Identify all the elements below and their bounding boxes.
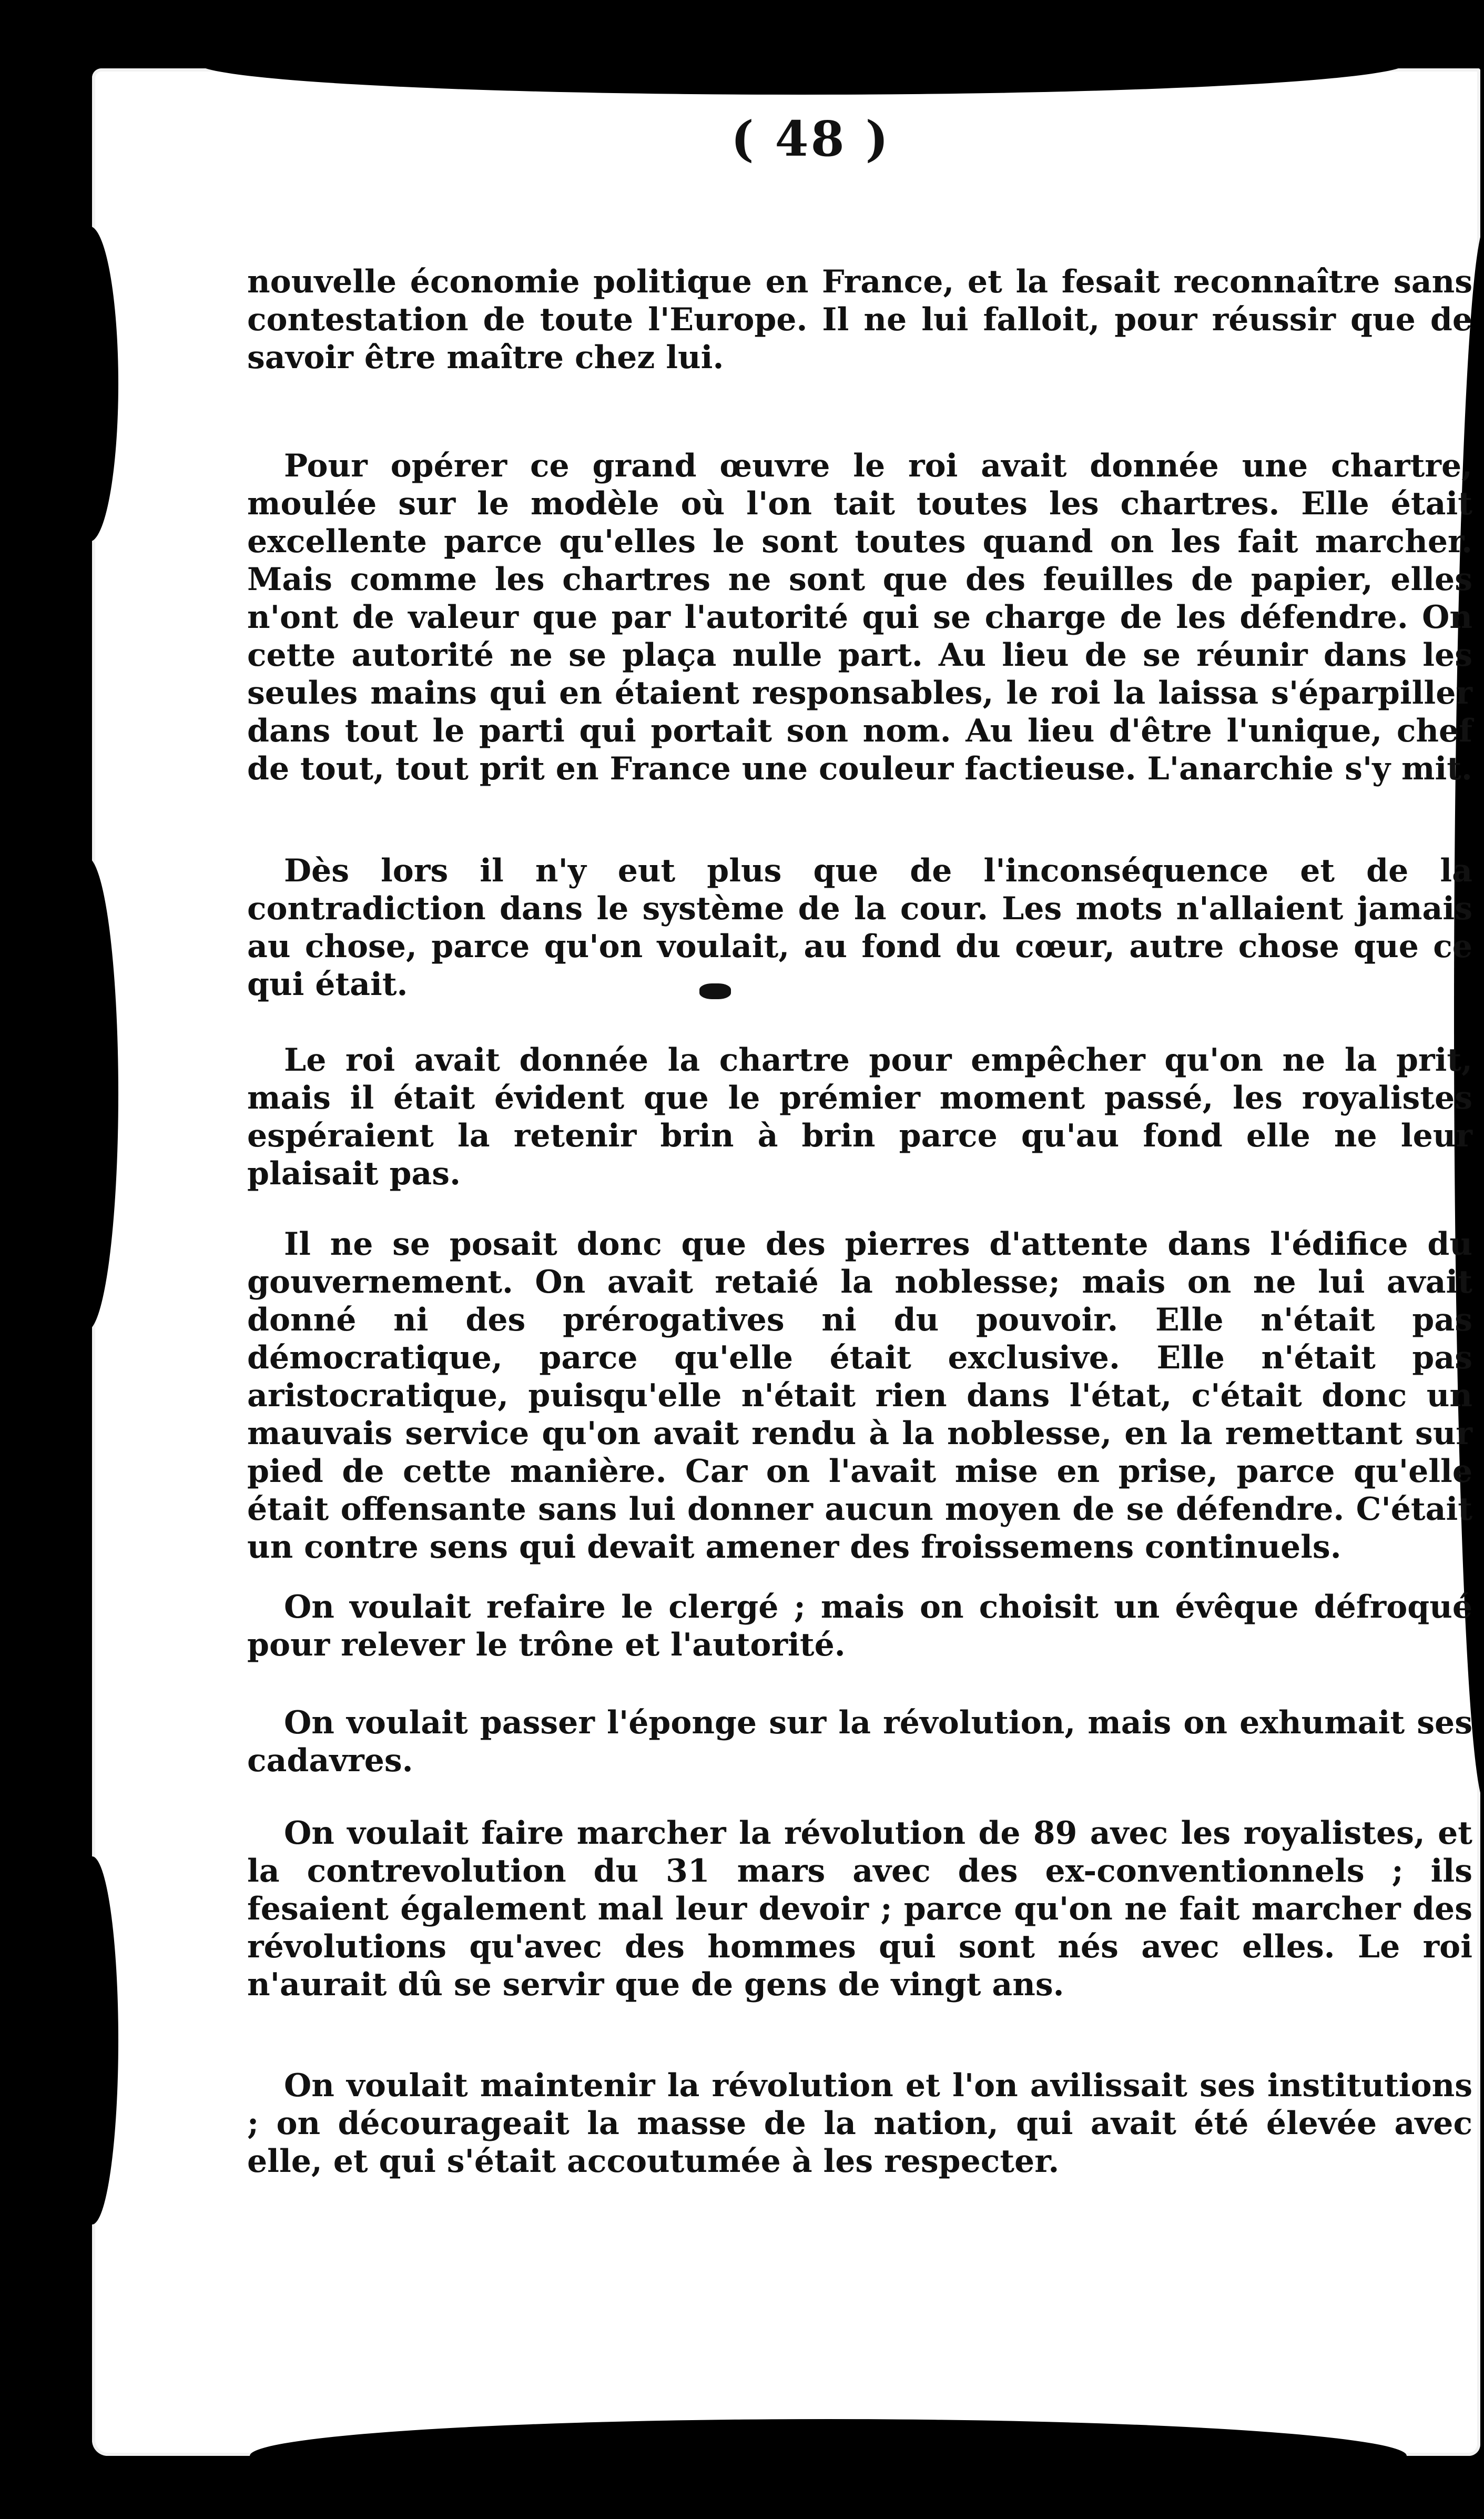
paragraph-text: Il ne se posait donc que des pierres d'attente dans l'édifice du gouvernement. On avait retaié la noblesse; mais on ne lui avait donné ni des prérogatives ni du pouvoir. Elle n'était pas démocratique, parce qu'elle était exclusive. Elle n'était pas aristocratique, puisqu'elle n'était rien dans l'état, c'était donc un mauvais service qu'on avait rendu à la noblesse, en la remettant sur pied de cette manière. Car on l'avait mise en prise, parce qu'elle était offensante sans lui donner aucun moyen de se défendre. C'était un contre sens qui devait amener des froissemens continuels. <box>247 1226 1472 1566</box>
paragraph-text: Pour opérer ce grand œuvre le roi avait donnée une chartre, moulée sur le modèle où l'on tait toutes les chartres. Elle était excellente parce qu'elles le sont toutes quand on les fait marcher. Mais comme les chartres ne sont que des feuilles de papier, elles n'ont de valeur que par l'autorité qui se charge de les défendre. On cette autorité ne se plaça nulle part. Au lieu de se réunir dans les seules mains qui en étaient responsables, le roi la laissa s'éparpiller dans tout le parti qui portait son nom. Au lieu d'être l'unique, chef de tout, tout prit en France une couleur factieuse. L'anarchie s'y mit. <box>247 448 1472 787</box>
paragraph-text: Le roi avait donnée la chartre pour empêcher qu'on ne la prit, mais il était évident que le prémier moment passé, les royalistes espéraient la retenir brin à brin parce qu'au fond elle ne leur plaisait pas. <box>247 1042 1472 1192</box>
paragraph <box>247 2067 1472 2180</box>
paragraph <box>247 1041 1472 1193</box>
paragraph-text: On voulait refaire le clergé ; mais on choisit un évêque défroqué pour relever le trône et l'autorité. <box>247 1589 1472 1663</box>
page-edge-decoration <box>250 2419 1407 2456</box>
paragraph <box>247 263 1472 377</box>
paragraph <box>247 1704 1472 1780</box>
paragraph <box>247 447 1472 788</box>
page-edge-decoration <box>197 68 1407 95</box>
paragraph <box>247 1225 1472 1566</box>
paragraph <box>247 1588 1472 1664</box>
page-edge-decoration <box>92 1856 118 2225</box>
page-edge-decoration <box>92 857 118 1330</box>
ink-blot <box>699 983 731 999</box>
page-edge-decoration <box>92 226 118 542</box>
paragraph-text: On voulait passer l'éponge sur la révolution, mais on exhumait ses cadavres. <box>247 1704 1472 1779</box>
paragraph-text: Dès lors il n'y eut plus que de l'inconséquence et de la contradiction dans le système de la cour. Les mots n'allaient jamais au chose, parce qu'on voulait, au fond du cœur, autre chose que ce qui était. <box>247 852 1472 1003</box>
page-number: ( 48 ) <box>731 110 891 167</box>
paragraph-text: On voulait faire marcher la révolution de 89 avec les royalistes, et la contrevolution du 31 mars avec des ex-conventionnels ; ils fesaient également mal leur devoir ; parce qu'on ne fait marcher des révolutions qu'avec des hommes qui sont nés avec elles. Le roi n'aurait dû se servir que de gens de vingt ans. <box>247 1815 1472 2003</box>
paragraph <box>247 852 1472 1003</box>
paragraph-text: On voulait maintenir la révolution et l'on avilissait ses institutions ; on décourageait la masse de la nation, qui avait été élevée avec elle, et qui s'était accoutumée à les respecter. <box>247 2067 1472 2180</box>
paragraph-text: nouvelle économie politique en France, et la fesait reconnaître sans contestation de toute l'Europe. Il ne lui falloit, pour réussir que de savoir être maître chez lui. <box>247 263 1472 376</box>
paragraph <box>247 1814 1472 2004</box>
